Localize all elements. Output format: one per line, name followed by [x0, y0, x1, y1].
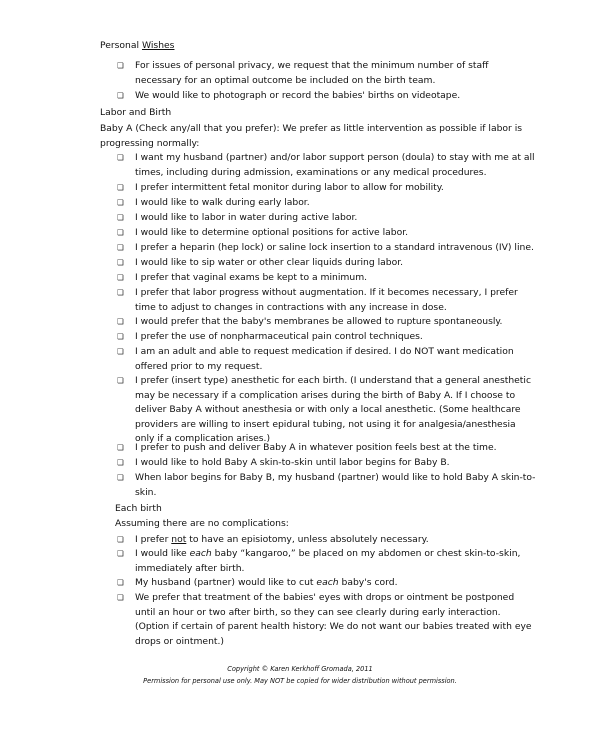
checkbox-bullet-icon: ❏	[117, 376, 124, 385]
copyright-footer: Copyright © Karen Kerkhoff Gromada, 2011	[227, 665, 373, 673]
checkbox-bullet-icon: ❏	[117, 332, 124, 341]
checkbox-bullet-icon: ❏	[117, 153, 124, 162]
checkbox-bullet-icon: ❏	[117, 183, 124, 192]
checkbox-bullet-icon: ❏	[117, 578, 124, 587]
checkbox-bullet-icon: ❏	[117, 473, 124, 482]
checkbox-bullet-icon: ❏	[117, 91, 124, 100]
checkbox-bullet-icon: ❏	[117, 443, 124, 452]
baby-a-intro: Baby A (Check any/all that you prefer): We prefer as little intervention as possible if labor is progressing normally:	[100, 123, 523, 149]
checkbox-bullet-icon: ❏	[117, 258, 124, 267]
checkbox-bullet-icon: ❏	[117, 593, 124, 602]
checkbox-bullet-icon: ❏	[117, 243, 124, 252]
checkbox-bullet-icon: ❏	[117, 61, 124, 70]
checkbox-bullet-icon: ❏	[117, 549, 124, 558]
checkbox-bullet-icon: ❏	[117, 273, 124, 282]
checkbox-bullet-icon: ❏	[117, 288, 124, 297]
checkbox-bullet-icon: ❏	[117, 198, 124, 207]
checkbox-bullet-icon: ❏	[117, 317, 124, 326]
checkbox-bullet-icon: ❏	[117, 535, 124, 544]
checkbox-bullet-icon: ❏	[117, 228, 124, 237]
permission-footer: Permission for personal use only. May NOT be copied for wider distribution without permission.	[143, 677, 457, 685]
each-birth-intro: Assuming there are no complications:	[115, 518, 289, 529]
each-birth-heading: Each birth	[115, 503, 162, 514]
list-item: ❏ We would like to photograph or record the babies' births on videotape.	[117, 89, 537, 104]
list-item: ❏ For issues of personal privacy, we request that the minimum number of staff necessary for an optimal outcome be included on the birth team.	[117, 60, 489, 86]
labor-and-birth-heading: Labor and Birth	[100, 107, 172, 118]
document-page: Personal Wishes ❏ For issues of personal privacy, we request that the minimum number of staff necessary for an optimal outcome be included on the birth team. ❏ We would like to photograph or record the babies' births on videotape. Labor and Birth Baby A (Check any/all that you prefer): We prefer as little intervention as possible if labor is progressing normally: ❏ I want my husband (partner) and/or labor support person (doula) to stay with me at all times, including during admission, examinations or any medical procedures. ❏ I prefer intermittent fetal monitor during labor to allow for mobility. ❏ I would like to walk during early labor. ❏ I would like to labor in water during active labor. ❏ I would like to determine optional positions for active labor. ❏ I prefer a heparin (hep lock) or saline lock insertion to a standard intravenous (IV) line. ❏ I would like to sip water or other clear liquids during labor. ❏ I prefer that vaginal exams be kept to a minimum. ❏ I prefer that labor progress without augmentation. If it becomes necessary, I prefer time to adjust to changes in contractions with any increase in dose. ❏ I would prefer that the baby's membranes be allowed to rupture spontaneously. ❏ I prefer the use of nonpharmaceutical pain control techniques. ❏ I am an adult and able to request medication if desired. I do NOT want medication offered prior to my request. ❏ I prefer (insert type) anesthetic for each birth. (I understand that a general anesthetic may be necessary if a complication arises during the birth of Baby A. If I choose to deliver Baby A without anesthesia or with only a local anesthetic. (Some healthcare providers are willing to insert epidural tubing, not using it for analgesia/anesthesia only if a complication arises.) ❏ I prefer to push and deliver Baby A in whatever position feels best at the time. ❏ I would like to hold Baby A skin-to-skin until labor begins for Baby B. ❏ When labor begins for Baby B, my husband (partner) would like to hold Baby A skin-to-skin. Each birth Assuming there are no complications: ❏ I prefer not to have an episiotomy, unless absolutely necessary. ❏ I would like each baby “kangaroo,” be placed on my abdomen or chest skin-to-skin, immediately after birth. ❏ My husband (partner) would like to cut each baby's cord. ❏ We prefer that treatment of the babies' eyes with drops or ointment be postponed until an hour or two after birth, so they can see clearly during early interaction. (Option if certain of parent health history: We do not want our babies treated with eye drops or ointment.) Copyright © Karen Kerkhoff Gromada, 2011 Permission for personal use only. May NOT be copied for wider distribution without permission.	[0, 0, 600, 730]
checkbox-bullet-icon: ❏	[117, 458, 124, 467]
checkbox-bullet-icon: ❏	[117, 213, 124, 222]
personal-wishes-heading: Personal Wishes	[100, 40, 175, 51]
checkbox-bullet-icon: ❏	[117, 347, 124, 356]
